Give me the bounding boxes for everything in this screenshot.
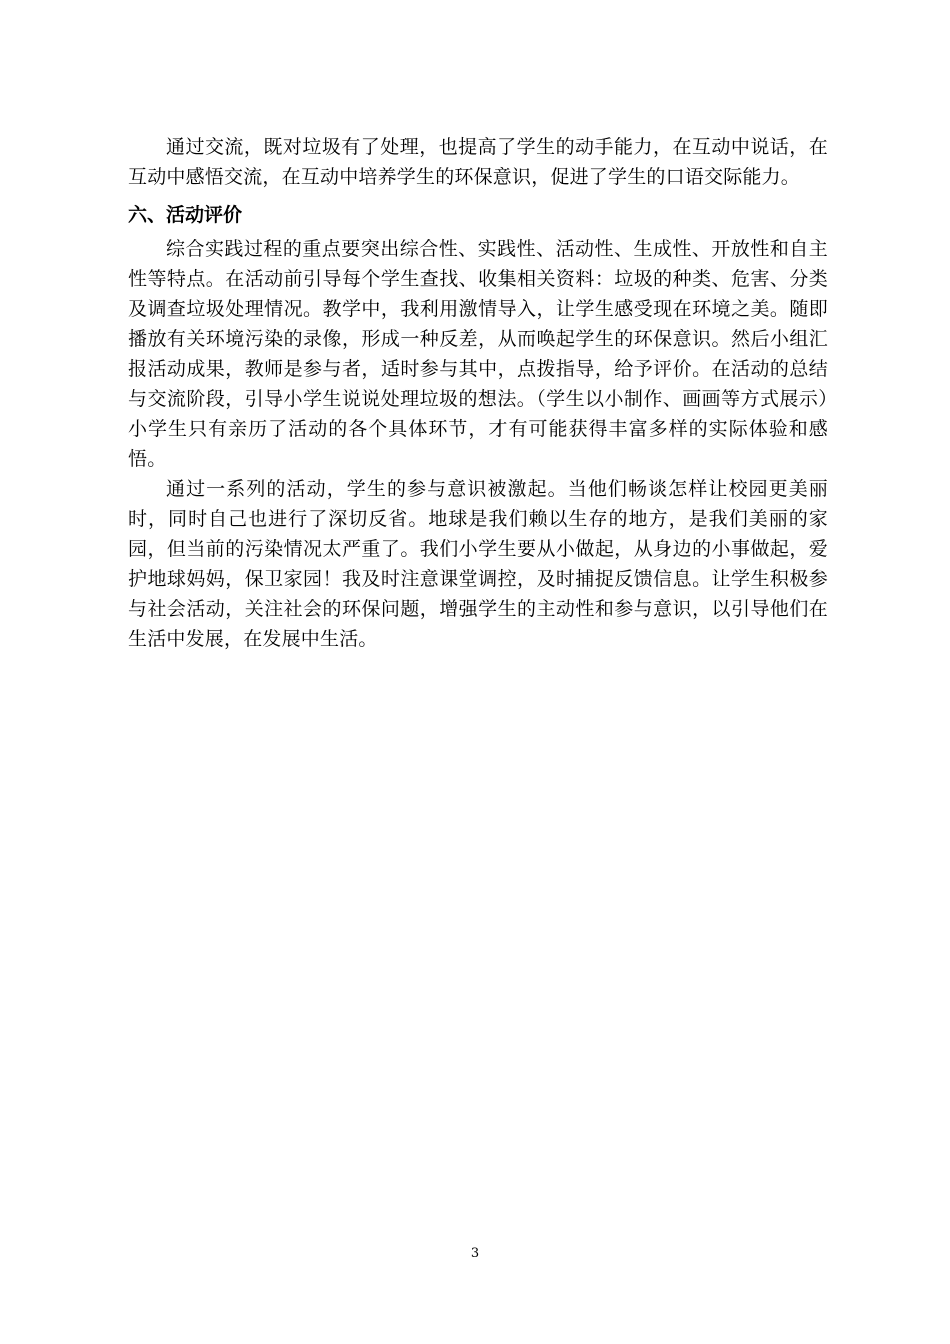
page-body bbox=[128, 132, 828, 654]
paragraph-communication-summary: 通过交流，既对垃圾有了处理，也提高了学生的动手能力，在互动中说话，在互动中感悟交流，在互动中培养学生的环保意识，促进了学生的口语交际能力。 bbox=[128, 136, 828, 188]
section-heading-activity-evaluation: 六、活动评价 bbox=[128, 204, 243, 226]
paragraph-evaluation-process: 综合实践过程的重点要突出综合性、实践性、活动性、生成性、开放性和自主性等特点。在活动前引导每个学生查找、收集相关资料：垃圾的种类、危害、分类及调查垃圾处理情况。教学中，我利用激情导入，让学生感受现在环境之美。随即播放有关环境污染的录像，形成一种反差，从而唤起学生的环保意识。然后小组汇报活动成果，教师是参与者，适时参与其中，点拨指导，给予评价。在活动的总结与交流阶段，引导小学生说说处理垃圾的想法。（学生以小制作、画画等方式展示）小学生只有亲历了活动的各个具体环节，才有可能获得丰富多样的实际体验和感悟。 bbox=[128, 238, 828, 470]
page-number: 3 bbox=[470, 1246, 480, 1261]
paragraph-evaluation-outcome: 通过一系列的活动，学生的参与意识被激起。当他们畅谈怎样让校园更美丽时，同时自己也进行了深切反省。地球是我们赖以生存的地方，是我们美丽的家园，但当前的污染情况太严重了。我们小学生要从小做起，从身边的小事做起，爱护地球妈妈，保卫家园！我及时注意课堂调控，及时捕捉反馈信息。让学生积极参与社会活动，关注社会的环保问题，增强学生的主动性和参与意识，以引导他们在生活中发展，在发展中生活。 bbox=[128, 478, 828, 650]
